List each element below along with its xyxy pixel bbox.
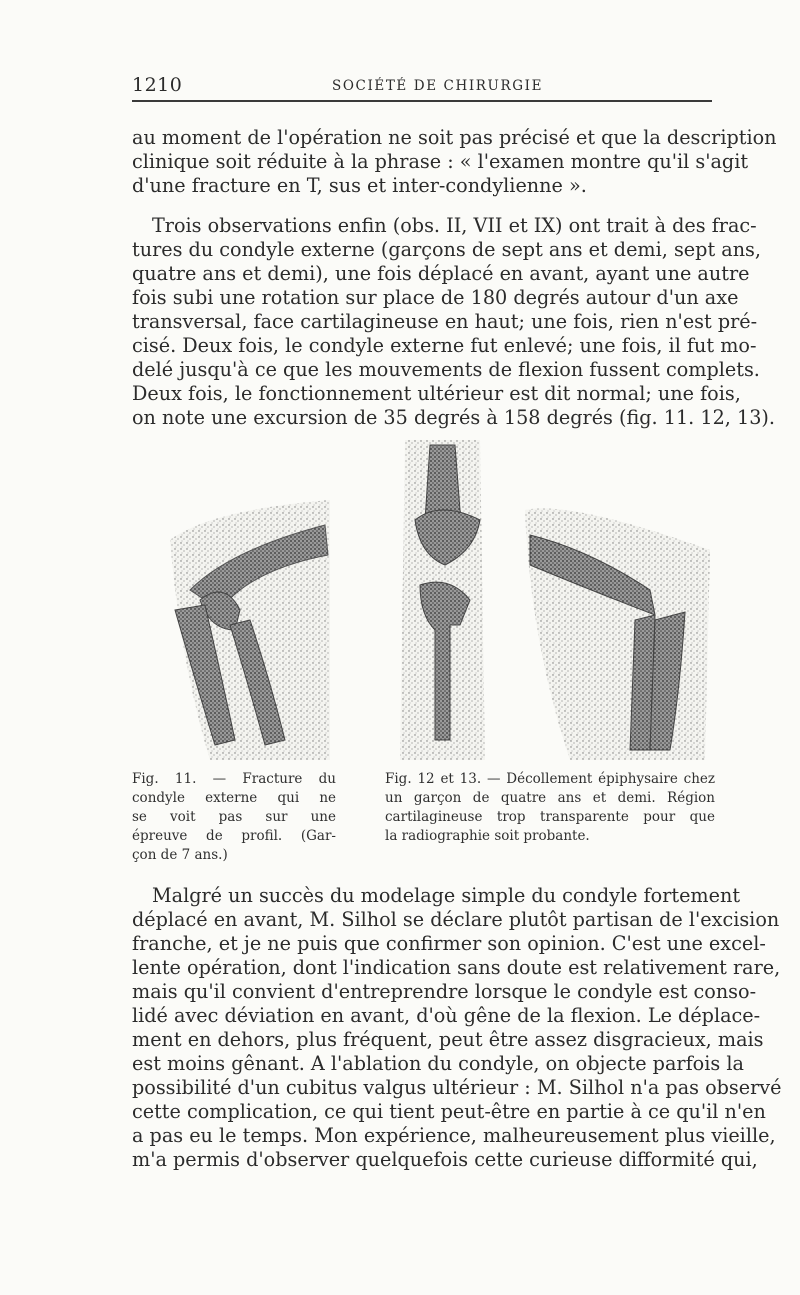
- text-line: possibilité d'un cubitus valgus ultérieur : M. Silhol n'a pas observé: [132, 1076, 782, 1099]
- text-line: Malgré un succès du modelage simple du condyle fortement: [152, 884, 741, 907]
- text-line: a pas eu le temps. Mon expérience, malheureusement plus vieille,: [132, 1124, 776, 1147]
- text-line: fois subi une rotation sur place de 180 degrés autour d'un axe: [132, 286, 739, 309]
- text-line: m'a permis d'observer quelquefois cette curieuse difformité qui,: [132, 1148, 758, 1171]
- text-line: franche, et je ne puis que confirmer son opinion. C'est une excel-: [132, 932, 766, 955]
- caption-line: épreuve de profil. (Gar-: [132, 828, 336, 844]
- fig12-elbow-radiograph: [400, 440, 485, 760]
- caption-line: condyle externe qui ne: [132, 790, 336, 806]
- radiograph-figures: [150, 440, 710, 760]
- caption-line: se voit pas sur une: [132, 809, 336, 825]
- text-line: cisé. Deux fois, le condyle externe fut enlevé; une fois, il fut mo-: [132, 334, 757, 357]
- text-line: on note une excursion de 35 degrés à 158 degrés (fig. 11. 12, 13).: [132, 406, 775, 429]
- text-line: d'une fracture en T, sus et inter-condylienne ».: [132, 174, 587, 197]
- text-line: transversal, face cartilagineuse en haut; une fois, rien n'est pré-: [132, 310, 758, 333]
- text-line: déplacé en avant, M. Silhol se déclare plutôt partisan de l'excision: [132, 908, 780, 931]
- caption-line: un garçon de quatre ans et demi. Région: [385, 790, 715, 806]
- radiograph-illustration: [150, 440, 710, 760]
- text-line: tures du condyle externe (garçons de sept ans et demi, sept ans,: [132, 238, 761, 261]
- figure-11-caption: [132, 770, 336, 865]
- text-line: lidé avec déviation en avant, d'où gêne de la flexion. Le déplace-: [132, 1004, 761, 1027]
- page-number: 1210: [132, 74, 183, 96]
- text-line: ment en dehors, plus fréquent, peut être assez disgracieux, mais: [132, 1028, 764, 1051]
- paragraph-2: [132, 214, 775, 430]
- paragraph-1: [132, 126, 777, 198]
- text-line: Deux fois, le fonctionnement ultérieur est dit normal; une fois,: [132, 382, 741, 405]
- text-line: Trois observations enfin (obs. II, VII et IX) ont trait à des frac-: [152, 214, 757, 237]
- text-line: cette complication, ce qui tient peut-être en partie à ce qu'il n'en: [132, 1100, 766, 1123]
- caption-line: cartilagineuse trop transparente pour que: [385, 809, 715, 825]
- text-line: lente opération, dont l'indication sans doute est relativement rare,: [132, 956, 781, 979]
- fig11-elbow-radiograph: [170, 500, 330, 760]
- caption-line: la radiographie soit probante.: [385, 828, 590, 844]
- text-line: delé jusqu'à ce que les mouvements de flexion fussent complets.: [132, 358, 760, 381]
- fig13-elbow-radiograph: [525, 508, 710, 760]
- text-line: quatre ans et demi), une fois déplacé en avant, ayant une autre: [132, 262, 750, 285]
- text-line: au moment de l'opération ne soit pas précisé et que la description: [132, 126, 777, 149]
- text-line: est moins gênant. A l'ablation du condyle, on objecte parfois la: [132, 1052, 744, 1075]
- text-line: clinique soit réduite à la phrase : « l'examen montre qu'il s'agit: [132, 150, 749, 173]
- caption-line: Fig. 11. — Fracture du: [132, 771, 336, 787]
- text-line: mais qu'il convient d'entreprendre lorsque le condyle est conso-: [132, 980, 757, 1003]
- running-head: SOCIÉTÉ DE CHIRURGIE: [332, 78, 544, 94]
- page-header: [132, 68, 712, 102]
- caption-line: çon de 7 ans.): [132, 847, 228, 863]
- caption-line: Fig. 12 et 13. — Décollement épiphysaire chez: [385, 771, 715, 787]
- paragraph-3: [132, 884, 782, 1172]
- figure-12-13-caption: [385, 770, 715, 846]
